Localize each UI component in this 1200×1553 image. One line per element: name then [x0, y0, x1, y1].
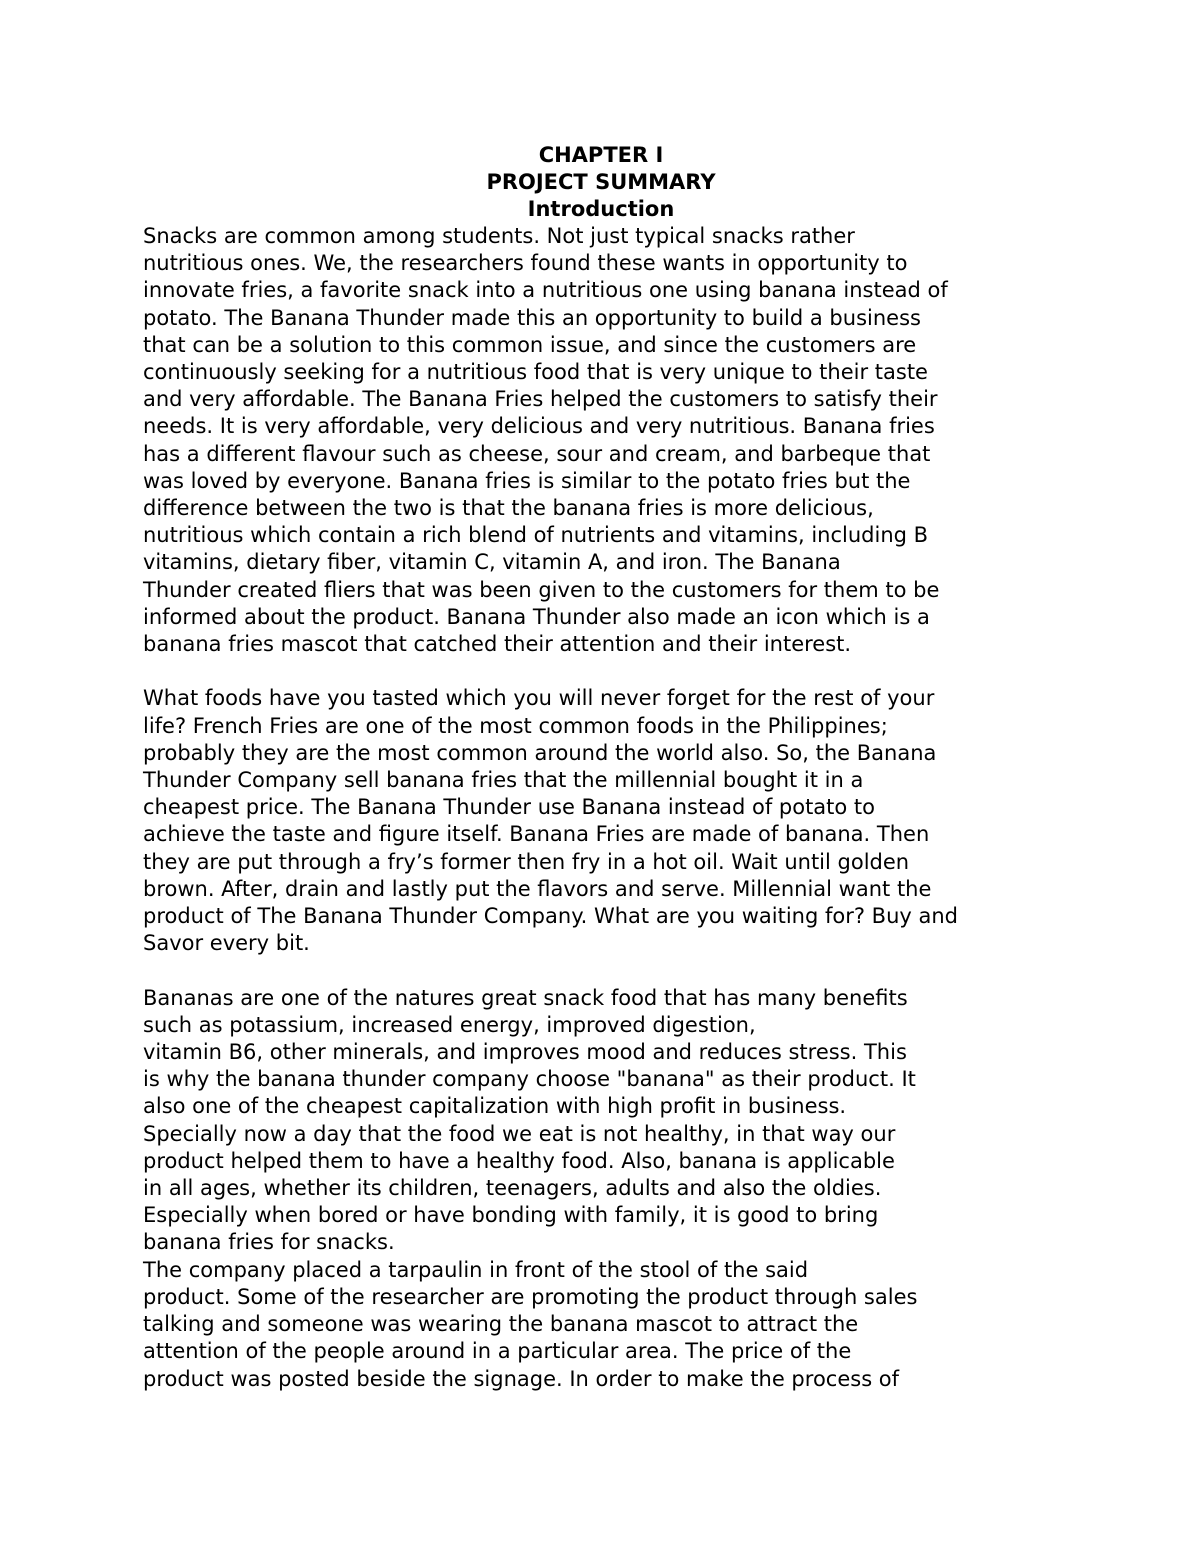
text-line: nutritious which contain a rich blend of nutrients and vitamins, including B	[143, 523, 929, 548]
text-line: potato. The Banana Thunder made this an opportunity to build a business	[143, 305, 921, 330]
text-line: vitamin B6, other minerals, and improves mood and reduces stress. This	[143, 1040, 907, 1065]
introduction-heading: Introduction	[527, 197, 675, 221]
text-line: that can be a solution to this common issue, and since the customers are	[143, 332, 917, 357]
text-line: product. Some of the researcher are promoting the product through sales	[143, 1284, 918, 1309]
text-line: product was posted beside the signage. In order to make the process of	[143, 1366, 900, 1391]
text-line: and very affordable. The Banana Fries helped the customers to satisfy their	[143, 387, 938, 412]
text-line: product helped them to have a healthy food. Also, banana is applicable	[143, 1148, 895, 1173]
paragraph-1	[143, 223, 1083, 658]
paragraph-4	[143, 1257, 1083, 1393]
text-line: continuously seeking for a nutritious food that is very unique to their taste	[143, 360, 928, 385]
text-line: such as potassium, increased energy, improved digestion,	[143, 1012, 756, 1037]
text-line: product of The Banana Thunder Company. What are you waiting for? Buy and	[143, 904, 959, 929]
text-line: Thunder Company sell banana fries that the millennial bought it in a	[143, 768, 864, 793]
body-text	[143, 223, 1083, 1393]
text-line: The company placed a tarpaulin in front of the stool of the said	[143, 1257, 809, 1282]
text-line: banana fries for snacks.	[143, 1230, 395, 1255]
text-line: Especially when bored or have bonding with family, it is good to bring	[143, 1203, 879, 1228]
text-line: needs. It is very affordable, very delicious and very nutritious. Banana fries	[143, 414, 935, 439]
text-line: nutritious ones. We, the researchers found these wants in opportunity to	[143, 251, 908, 276]
text-line: difference between the two is that the banana fries is more delicious,	[143, 496, 874, 521]
text-line: they are put through a fry’s former then fry in a hot oil. Wait until golden	[143, 849, 910, 874]
text-line: informed about the product. Banana Thunder also made an icon which is a	[143, 604, 930, 629]
paragraph-3	[143, 985, 1083, 1257]
text-line: talking and someone was wearing the banana mascot to attract the	[143, 1312, 859, 1337]
text-line: Bananas are one of the natures great snack food that has many benefits	[143, 985, 908, 1010]
text-line: What foods have you tasted which you will never forget for the rest of your	[143, 686, 935, 711]
text-line: vitamins, dietary fiber, vitamin C, vitamin A, and iron. The Banana	[143, 550, 841, 575]
text-line: Savor every bit.	[143, 931, 310, 956]
text-line: brown. After, drain and lastly put the flavors and serve. Millennial want the	[143, 876, 932, 901]
paragraph-2	[143, 685, 1083, 957]
heading-block	[143, 142, 1059, 223]
text-line: probably they are the most common around the world also. So, the Banana	[143, 740, 937, 765]
text-line: attention of the people around in a particular area. The price of the	[143, 1339, 852, 1364]
paragraph-gap	[143, 658, 1083, 685]
text-line: achieve the taste and figure itself. Banana Fries are made of banana. Then	[143, 822, 930, 847]
text-line: has a different flavour such as cheese, sour and cream, and barbeque that	[143, 441, 931, 466]
text-line: cheapest price. The Banana Thunder use Banana instead of potato to	[143, 795, 876, 820]
paragraph-gap	[143, 957, 1083, 984]
text-line: banana fries mascot that catched their attention and their interest.	[143, 632, 852, 657]
text-line: also one of the cheapest capitalization with high profit in business.	[143, 1094, 847, 1119]
text-line: Snacks are common among students. Not just typical snacks rather	[143, 224, 855, 248]
text-line: life? French Fries are one of the most common foods in the Philippines;	[143, 713, 888, 738]
text-line: was loved by everyone. Banana fries is similar to the potato fries but the	[143, 468, 911, 493]
text-line: in all ages, whether its children, teenagers, adults and also the oldies.	[143, 1176, 882, 1201]
text-line: Thunder created fliers that was been given to the customers for them to be	[143, 577, 940, 602]
text-line: Specially now a day that the food we eat is not healthy, in that way our	[143, 1121, 896, 1146]
text-line: innovate fries, a favorite snack into a nutritious one using banana instead of	[143, 278, 948, 303]
text-line: is why the banana thunder company choose "banana" as their product. It	[143, 1067, 916, 1092]
project-summary-heading: PROJECT SUMMARY	[486, 170, 716, 194]
chapter-heading: CHAPTER I	[538, 143, 664, 167]
